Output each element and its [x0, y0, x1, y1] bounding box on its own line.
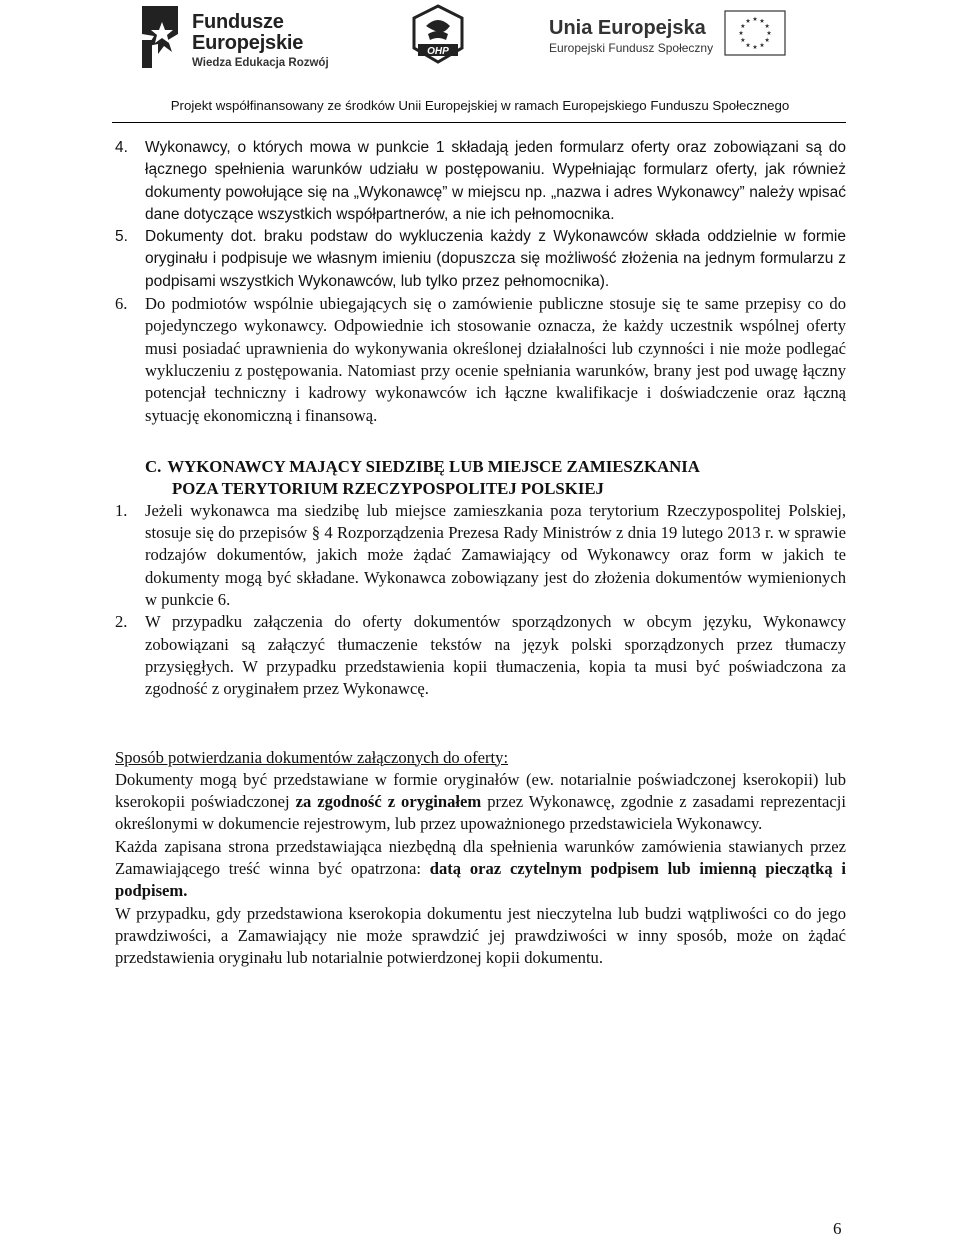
paragraph-emphasis: datą oraz czytelnym podpisem lub imienną pieczątką i podpisem. — [115, 859, 847, 901]
list-item-number: 2. — [115, 612, 128, 632]
list-item-number: 4. — [115, 139, 128, 156]
list-item-text: Jeżeli wykonawca ma siedzibę lub miejsce zamieszkania poza terytorium Rzeczypospolitej Polskiej, stosuje się do przepisów § 4 Rozporządzenia Prezesa Rady Ministrów z dnia 19 lutego 2013 r. w sprawie rodzajów dokumentów, jakich może żądać Zamawiający od Wykonawcy oraz form w jakich te dokumenty mogą być składane. Wykonawca zobowiązany jest do złożenia dokumentów wymienionych w punkcie 6. — [145, 500, 846, 610]
list-item-number: 1. — [115, 500, 128, 520]
page-header — [0, 0, 960, 125]
list-item-number: 6. — [115, 294, 128, 314]
paragraph-text: Dokumenty mogą być przedstawiane w formie oryginałów (ew. notarialnie poświadczonej kserokopii) lub kserokopii poświadczonej — [115, 769, 846, 812]
list-item-text: W przypadku załączenia do oferty dokumentów sporządzonych w obcym języku, Wykonawcy zobowiązani są załączyć tłumaczenie tekstów na język polski sporządzonych przez tłumaczy przysięgłych. W przypadku przedstawienia kopii tłumaczenia, kopia ta musi być poświadczona za zgodność z oryginałem przez Wykonawcę. — [145, 612, 846, 699]
list-item — [115, 293, 846, 427]
section-letter: C. — [145, 456, 162, 476]
header-divider — [112, 122, 846, 123]
paragraph-emphasis: za zgodność z oryginałem — [295, 792, 482, 812]
list-item — [115, 500, 846, 611]
eu-logo — [549, 10, 784, 70]
fundusze-europejskie-logo-icon — [142, 4, 182, 68]
list-item — [115, 137, 846, 226]
eu-logo-line2: Europejski Fundusz Społeczny — [549, 41, 714, 55]
ohp-logo — [410, 4, 466, 66]
ohp-label: OHP — [427, 46, 449, 57]
section-title-line2: POZA TERYTORIUM RZECZYPOSPOLITEJ POLSKIEJ — [172, 478, 604, 498]
list-item-text: Wykonawcy, o których mowa w punkcie 1 składają jeden formularz oferty oraz zobowiązani są do łącznego spełnienia warunków udziału w postępowaniu. Wypełniając formularz oferty, jak również dokumenty powołujące się na „Wykonawcę” w miejscu np. „nazwa i adres Wykonawcy” należy wpisać dane dotyczące wszystkich współpartnerów, a nie ich pełnomocnika. — [145, 139, 846, 223]
list-item — [115, 226, 846, 293]
page-number: 6 — [833, 1219, 842, 1238]
document-body — [115, 137, 846, 970]
list-item-text: Do podmiotów wspólnie ubiegających się o zamówienie publiczne stosuje się te same przepisy co do pojedynczego wykonawcy. Odpowiednie ich stosowanie oznacza, że każdy uczestnik wspólnej oferty musi posiadać uprawnienia do wykonywania określonej działalności lub czynności i nie może podlegać wykluczeniu z postępowania. Natomiast przy ocenie spełniania warunków, brany jest pod uwagę łączny potencjał techniczny i kadrowy wykonawców ich łączne kwalifikacje i doświadczenie oraz łączną sytuację ekonomiczną i finansową. — [145, 294, 846, 425]
ohp-logo-icon — [410, 4, 466, 66]
fe-logo-line3: Wiedza Edukacja Rozwój — [192, 57, 329, 69]
project-funding-line: Projekt współfinansowany ze środków Unii Europejskiej w ramach Europejskiego Funduszu Społecznego — [170, 98, 790, 113]
confirmation-paragraph-1 — [115, 769, 846, 836]
section-heading — [115, 456, 846, 500]
fundusze-europejskie-logo — [142, 4, 342, 70]
paragraph-text: Każda zapisana strona przedstawiająca niezbędną dla spełnienia warunków zamówienia stawianych przez Zamawiającego treść winna być opatrzona: — [115, 836, 846, 879]
paragraph-text: przez Wykonawcę, zgodnie z zasadami reprezentacji określonymi w dokumencie rejestrowym, lub przez upoważnionego przedstawiciela Wykonawcy. — [115, 792, 846, 834]
fe-logo-line1: Fundusze — [192, 11, 284, 33]
eu-logo-line1: Unia Europejska — [549, 17, 706, 39]
list-item-number: 5. — [115, 228, 128, 246]
eu-flag-icon — [724, 10, 786, 56]
fe-logo-line2: Europejskie — [192, 32, 304, 54]
list-item-text: Dokumenty dot. braku podstaw do wykluczenia każdy z Wykonawców składa oddzielnie w formie oryginału i podpisuje we własnym imieniu (dopuszcza się możliwość złożenia na jednym formularzu z podpisami wszystkich Wykonawców, lub tylko przez pełnomocnika). — [145, 228, 846, 290]
confirmation-heading: Sposób potwierdzania dokumentów załączonych do oferty: — [115, 747, 509, 767]
confirmation-paragraph-2 — [115, 836, 846, 903]
section-title-line1: WYKONAWCY MAJĄCY SIEDZIBĘ LUB MIEJSCE ZAMIESZKANIA — [167, 456, 700, 476]
list-item — [115, 611, 846, 700]
confirmation-paragraph-3: W przypadku, gdy przedstawiona kserokopia dokumentu jest nieczytelna lub budzi wątpliwości co do jego prawdziwości, a Zamawiający nie może sprawdzić jej prawdziwości w inny sposób, może on żądać przedstawienia oryginału lub notarialnie potwierdzonej kopii dokumentu. — [115, 903, 846, 968]
